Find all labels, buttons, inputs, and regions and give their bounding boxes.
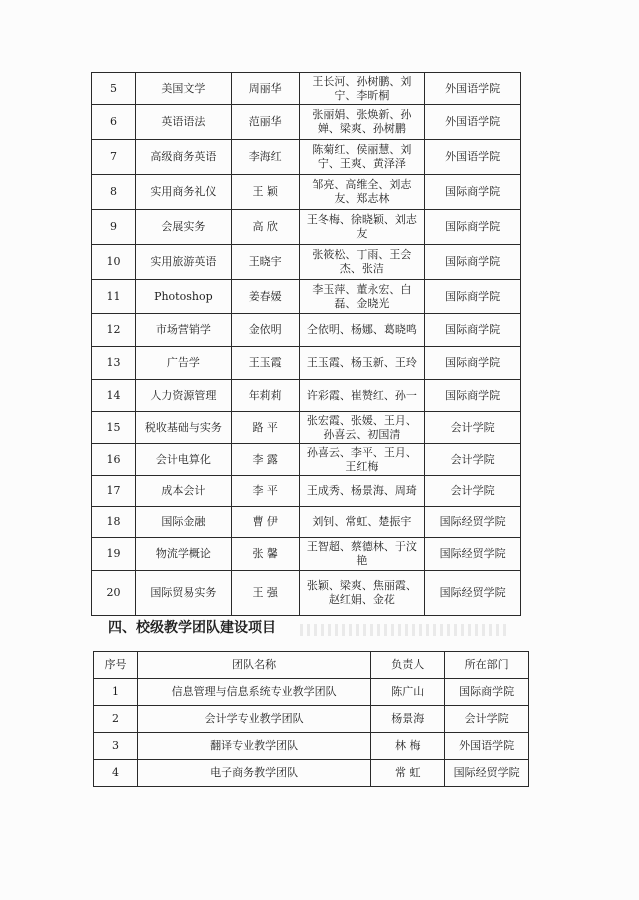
team-table <box>93 651 529 787</box>
course-row <box>92 347 521 380</box>
course-row <box>92 571 521 616</box>
course-row <box>92 507 521 538</box>
course-members-cell: 张筱松、丁雨、王会杰、张洁 <box>299 245 425 280</box>
course-course-cell: 美国文学 <box>135 73 231 105</box>
course-row <box>92 105 521 140</box>
course-row <box>92 538 521 571</box>
course-members-cell: 邹亮、高维全、刘志友、郑志林 <box>299 175 425 210</box>
course-leader-cell: 王 颖 <box>231 175 299 210</box>
course-course-cell: 人力资源管理 <box>135 380 231 412</box>
course-no-cell: 16 <box>92 444 136 476</box>
team-team-cell: 电子商务教学团队 <box>137 760 370 787</box>
team-leader-cell: 杨景海 <box>371 706 445 733</box>
course-no-cell: 7 <box>92 140 136 175</box>
course-leader-cell: 姜春媛 <box>231 280 299 314</box>
course-dept-cell: 国际经贸学院 <box>425 571 521 616</box>
course-dept-cell: 会计学院 <box>425 412 521 444</box>
course-leader-cell: 张 馨 <box>231 538 299 571</box>
course-members-cell: 张宏霞、张媛、王月、孙喜云、初国清 <box>299 412 425 444</box>
course-leader-cell: 年莉莉 <box>231 380 299 412</box>
course-members-cell: 王玉霞、杨玉新、王玲 <box>299 347 425 380</box>
scan-noise <box>300 624 510 636</box>
team-no-cell: 2 <box>94 706 138 733</box>
team-row <box>94 679 529 706</box>
team-dept-cell: 国际商学院 <box>445 679 529 706</box>
course-leader-cell: 曹 伊 <box>231 507 299 538</box>
course-row <box>92 140 521 175</box>
course-row <box>92 314 521 347</box>
course-dept-cell: 外国语学院 <box>425 105 521 140</box>
course-members-cell: 许彩霞、崔赞红、孙一 <box>299 380 425 412</box>
section-heading: 四、校级教学团队建设项目 <box>108 620 276 636</box>
course-leader-cell: 王玉霞 <box>231 347 299 380</box>
course-course-cell: 市场营销学 <box>135 314 231 347</box>
course-dept-cell: 国际商学院 <box>425 280 521 314</box>
course-members-cell: 张颖、梁爽、焦丽霞、赵红娟、金花 <box>299 571 425 616</box>
course-no-cell: 12 <box>92 314 136 347</box>
team-leader-cell: 林 梅 <box>371 733 445 760</box>
header-leader: 负责人 <box>371 652 445 679</box>
course-dept-cell: 会计学院 <box>425 476 521 507</box>
course-dept-cell: 国际商学院 <box>425 245 521 280</box>
course-leader-cell: 周丽华 <box>231 73 299 105</box>
course-course-cell: 成本会计 <box>135 476 231 507</box>
course-leader-cell: 高 欣 <box>231 210 299 245</box>
course-row <box>92 444 521 476</box>
course-no-cell: 6 <box>92 105 136 140</box>
course-no-cell: 5 <box>92 73 136 105</box>
team-team-cell: 翻译专业教学团队 <box>137 733 370 760</box>
course-dept-cell: 国际商学院 <box>425 347 521 380</box>
course-dept-cell: 国际经贸学院 <box>425 507 521 538</box>
team-team-cell: 信息管理与信息系统专业教学团队 <box>137 679 370 706</box>
team-row <box>94 760 529 787</box>
course-row <box>92 245 521 280</box>
course-no-cell: 18 <box>92 507 136 538</box>
course-members-cell: 刘钊、常虹、楚振宇 <box>299 507 425 538</box>
course-course-cell: 实用商务礼仪 <box>135 175 231 210</box>
course-members-cell: 王长河、孙树鹏、刘宁、李昕桐 <box>299 73 425 105</box>
team-no-cell: 1 <box>94 679 138 706</box>
header-team: 团队名称 <box>137 652 370 679</box>
course-leader-cell: 金依明 <box>231 314 299 347</box>
team-no-cell: 4 <box>94 760 138 787</box>
course-no-cell: 14 <box>92 380 136 412</box>
team-no-cell: 3 <box>94 733 138 760</box>
course-dept-cell: 国际商学院 <box>425 314 521 347</box>
course-leader-cell: 范丽华 <box>231 105 299 140</box>
course-members-cell: 张丽娟、张焕新、孙婵、梁爽、孙树鹏 <box>299 105 425 140</box>
course-no-cell: 8 <box>92 175 136 210</box>
course-no-cell: 15 <box>92 412 136 444</box>
course-leader-cell: 王晓宇 <box>231 245 299 280</box>
course-row <box>92 412 521 444</box>
course-leader-cell: 路 平 <box>231 412 299 444</box>
course-leader-cell: 李 露 <box>231 444 299 476</box>
team-dept-cell: 会计学院 <box>445 706 529 733</box>
course-dept-cell: 国际商学院 <box>425 175 521 210</box>
header-dept: 所在部门 <box>445 652 529 679</box>
team-leader-cell: 陈广山 <box>371 679 445 706</box>
course-leader-cell: 李海红 <box>231 140 299 175</box>
team-leader-cell: 常 虹 <box>371 760 445 787</box>
course-table <box>91 72 521 616</box>
course-leader-cell: 王 强 <box>231 571 299 616</box>
course-course-cell: Photoshop <box>135 280 231 314</box>
team-table-header <box>94 652 529 679</box>
course-members-cell: 李玉萍、董永宏、白磊、金晓光 <box>299 280 425 314</box>
course-leader-cell: 李 平 <box>231 476 299 507</box>
course-dept-cell: 外国语学院 <box>425 140 521 175</box>
course-course-cell: 实用旅游英语 <box>135 245 231 280</box>
course-course-cell: 广告学 <box>135 347 231 380</box>
course-dept-cell: 会计学院 <box>425 444 521 476</box>
course-dept-cell: 国际经贸学院 <box>425 538 521 571</box>
course-no-cell: 11 <box>92 280 136 314</box>
team-team-cell: 会计学专业教学团队 <box>137 706 370 733</box>
course-members-cell: 王成秀、杨景海、周琦 <box>299 476 425 507</box>
course-course-cell: 物流学概论 <box>135 538 231 571</box>
course-no-cell: 10 <box>92 245 136 280</box>
course-members-cell: 仝依明、杨娜、葛晓鸣 <box>299 314 425 347</box>
header-no: 序号 <box>94 652 138 679</box>
course-row <box>92 210 521 245</box>
course-row <box>92 73 521 105</box>
course-no-cell: 9 <box>92 210 136 245</box>
course-course-cell: 国际贸易实务 <box>135 571 231 616</box>
team-dept-cell: 外国语学院 <box>445 733 529 760</box>
course-row <box>92 175 521 210</box>
course-row <box>92 380 521 412</box>
course-no-cell: 13 <box>92 347 136 380</box>
team-row <box>94 706 529 733</box>
course-no-cell: 20 <box>92 571 136 616</box>
course-members-cell: 王冬梅、徐晓颖、刘志友 <box>299 210 425 245</box>
course-course-cell: 高级商务英语 <box>135 140 231 175</box>
course-members-cell: 孙喜云、李平、王月、王红梅 <box>299 444 425 476</box>
course-members-cell: 陈菊红、侯丽慧、刘宁、王爽、黄泽泽 <box>299 140 425 175</box>
course-row <box>92 280 521 314</box>
team-row <box>94 733 529 760</box>
course-dept-cell: 国际商学院 <box>425 380 521 412</box>
course-course-cell: 国际金融 <box>135 507 231 538</box>
team-dept-cell: 国际经贸学院 <box>445 760 529 787</box>
course-course-cell: 会计电算化 <box>135 444 231 476</box>
course-course-cell: 英语语法 <box>135 105 231 140</box>
course-no-cell: 19 <box>92 538 136 571</box>
course-members-cell: 王智超、蔡德林、于汶艳 <box>299 538 425 571</box>
course-dept-cell: 国际商学院 <box>425 210 521 245</box>
course-course-cell: 会展实务 <box>135 210 231 245</box>
course-dept-cell: 外国语学院 <box>425 73 521 105</box>
course-course-cell: 税收基础与实务 <box>135 412 231 444</box>
course-row <box>92 476 521 507</box>
course-no-cell: 17 <box>92 476 136 507</box>
